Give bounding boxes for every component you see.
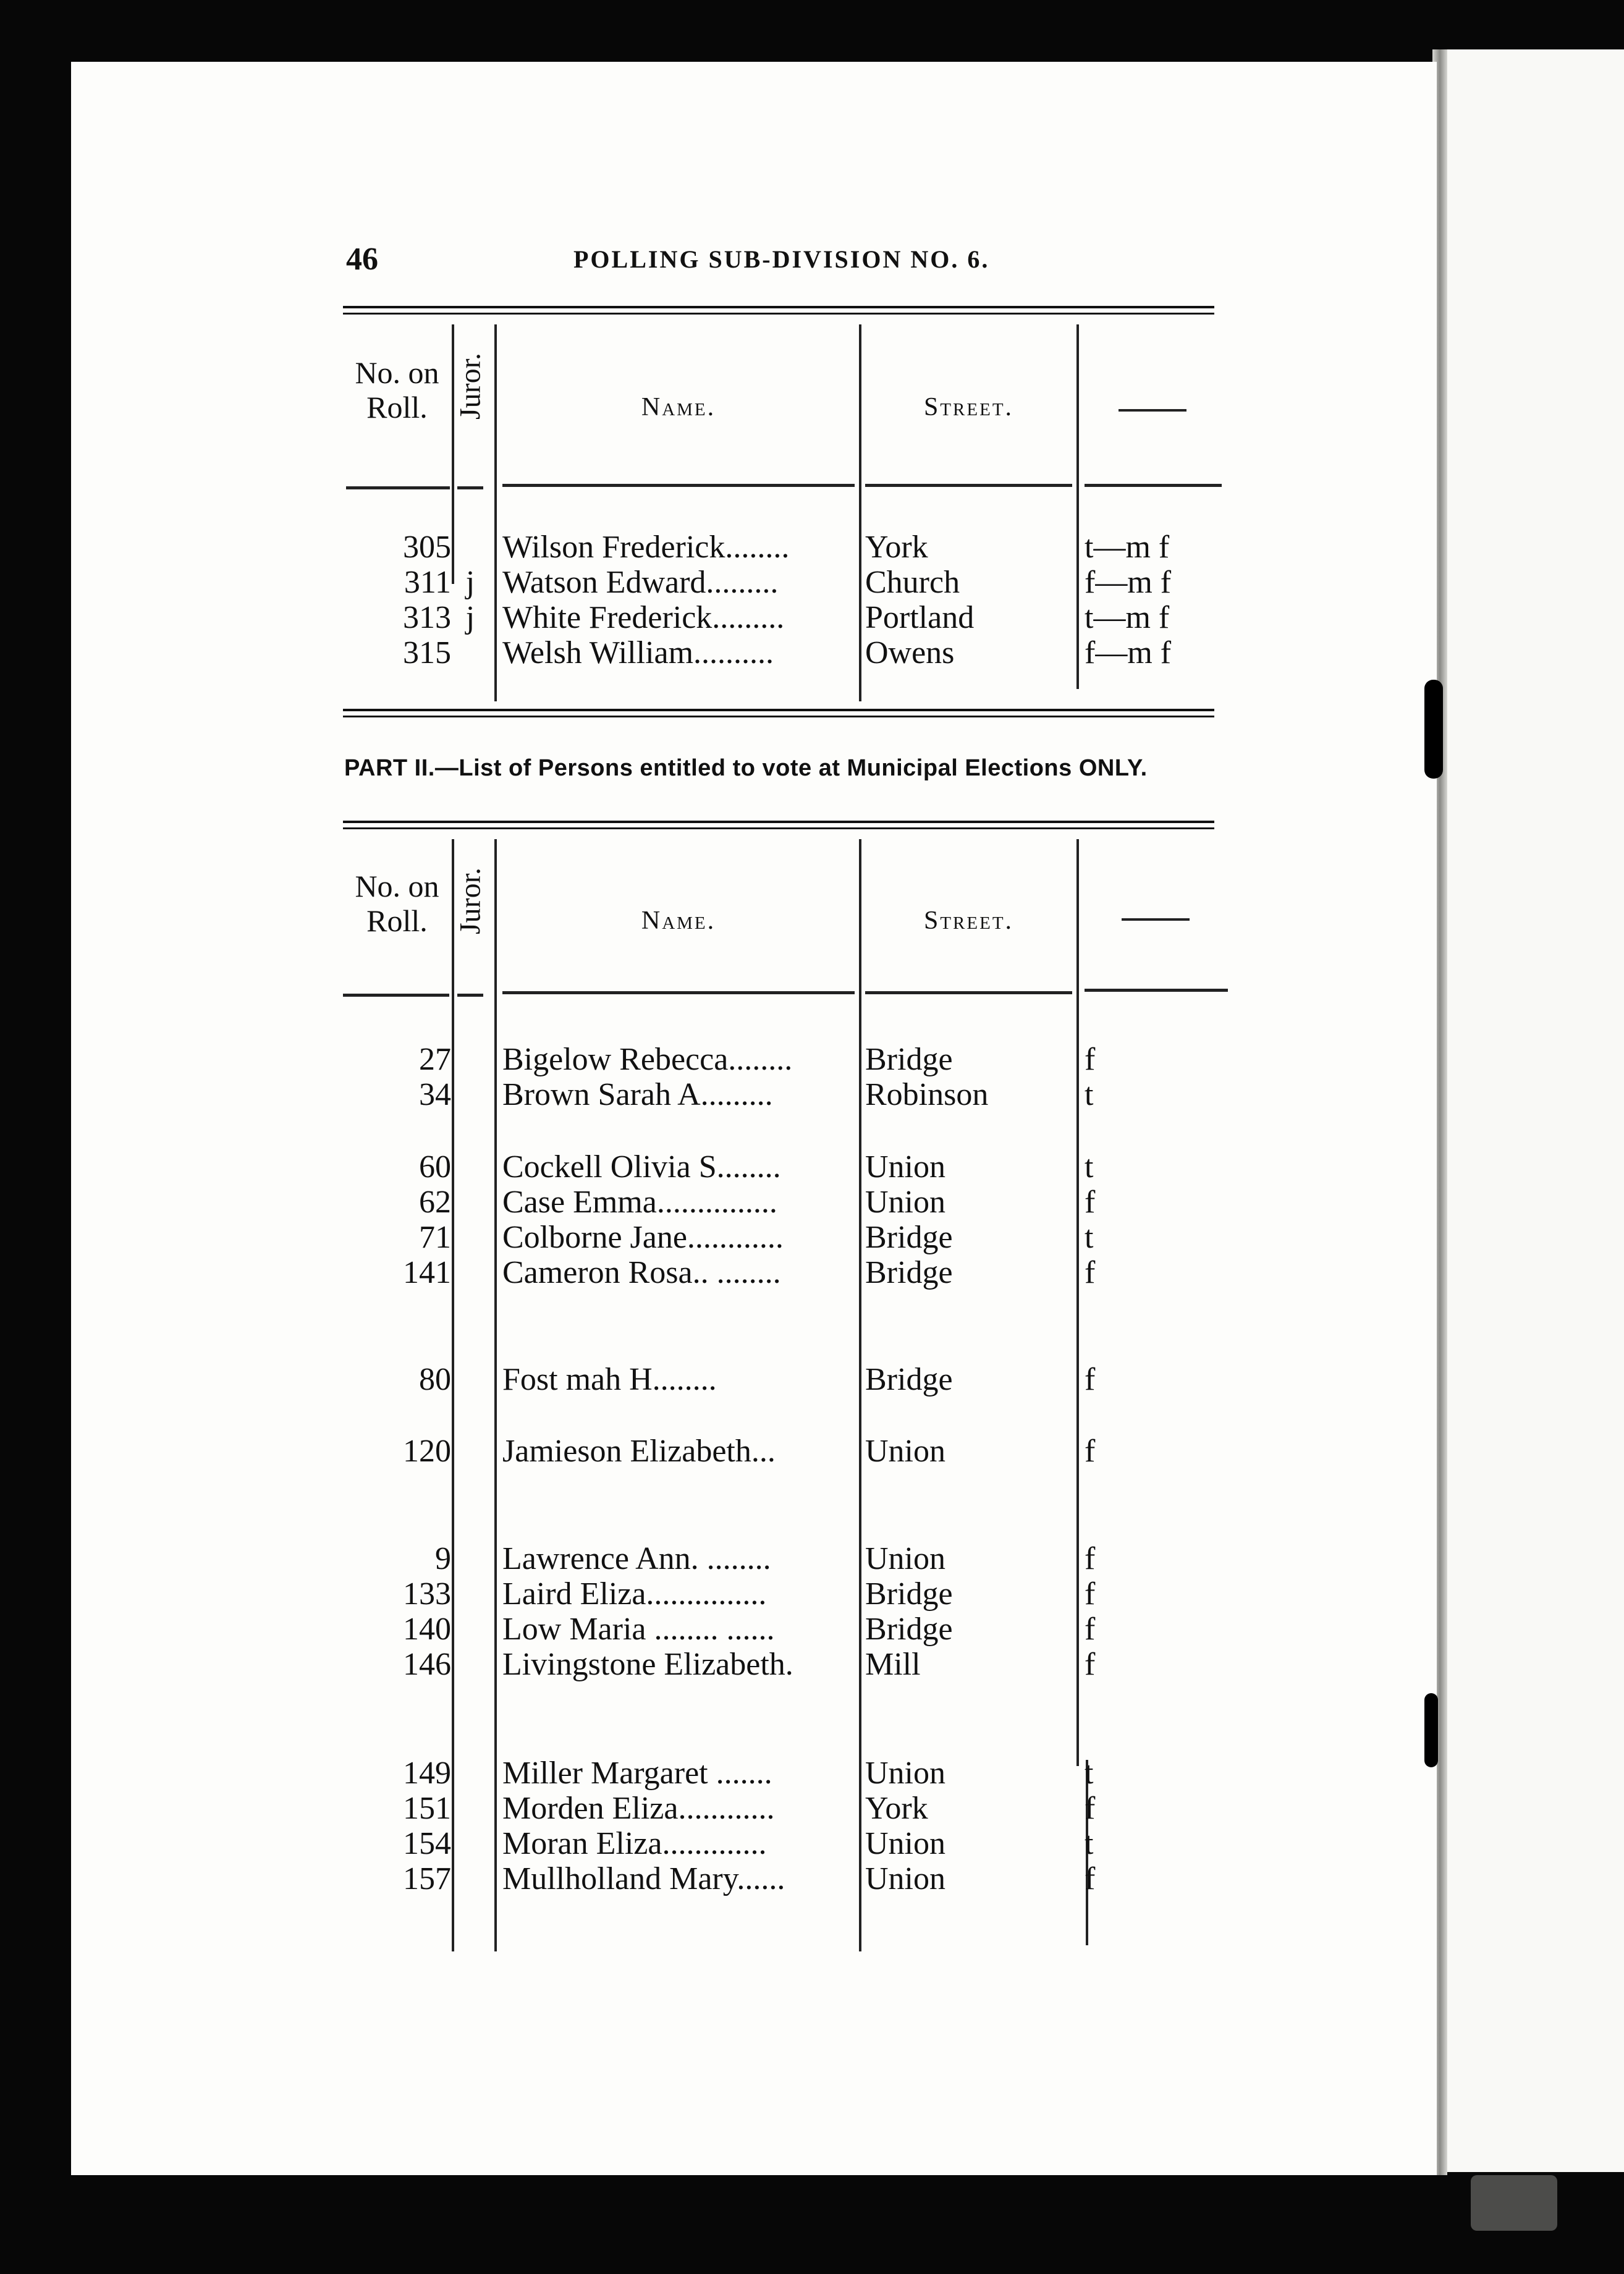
- qualification-mark: t—m f: [1085, 600, 1170, 635]
- roll-number: 60: [419, 1149, 451, 1185]
- table-row: [343, 1791, 1227, 1827]
- roll-number: 149: [403, 1756, 451, 1791]
- elector-name: Colborne Jane............: [502, 1220, 784, 1255]
- header-rule: [346, 486, 450, 489]
- table-row: [343, 1541, 1227, 1577]
- roll-number: 62: [419, 1185, 451, 1220]
- running-head: [346, 241, 1224, 278]
- table-row: [343, 635, 1227, 671]
- qualification-mark: f: [1085, 1612, 1096, 1647]
- elector-name: Cockell Olivia S........: [502, 1149, 781, 1185]
- header-rule: [1085, 484, 1222, 487]
- street-name: Bridge: [865, 1612, 953, 1647]
- header-rule: [865, 991, 1072, 994]
- qualification-mark: f: [1085, 1255, 1096, 1290]
- qualification-mark: f—m f: [1085, 565, 1172, 600]
- street-name: Union: [865, 1861, 945, 1896]
- street-name: Union: [865, 1826, 945, 1861]
- roll-number: 154: [403, 1826, 451, 1861]
- header-rule: [502, 484, 855, 487]
- qualification-mark: t—m f: [1085, 530, 1170, 565]
- street-name: York: [865, 530, 928, 565]
- elector-name: Lawrence Ann. ........: [502, 1541, 771, 1576]
- qualification-mark: t: [1085, 1756, 1094, 1791]
- header-rule: [502, 991, 855, 994]
- table-top-rule: [343, 306, 1214, 315]
- street-name: Bridge: [865, 1576, 953, 1612]
- street-name: Bridge: [865, 1255, 953, 1290]
- elector-name: Morden Eliza............: [502, 1791, 775, 1826]
- street-name: Portland: [865, 600, 975, 635]
- street-name: Bridge: [865, 1220, 953, 1255]
- column-header-roll: No. on Roll.: [355, 869, 439, 938]
- elector-name: Bigelow Rebecca........: [502, 1042, 793, 1077]
- elector-name: Moran Eliza.............: [502, 1826, 767, 1861]
- column-header-street: Street.: [923, 393, 1014, 421]
- table-row: [343, 530, 1227, 565]
- column-header-street: Street.: [923, 907, 1014, 935]
- column-header-name: Name.: [641, 393, 716, 421]
- header-rule: [1085, 989, 1228, 992]
- qualification-mark: t: [1085, 1826, 1094, 1861]
- table-row: [343, 565, 1227, 601]
- roll-number: 133: [403, 1576, 451, 1612]
- qualification-mark: f: [1085, 1647, 1096, 1682]
- scan-smudge: [1471, 2175, 1557, 2231]
- elector-name: White Frederick.........: [502, 600, 785, 635]
- roll-number: 141: [403, 1255, 451, 1290]
- elector-name: Livingstone Elizabeth.: [502, 1647, 793, 1682]
- roll-number: 140: [403, 1612, 451, 1647]
- roll-number: 27: [419, 1042, 451, 1077]
- roll-number: 80: [419, 1362, 451, 1397]
- qualification-mark: t: [1085, 1149, 1094, 1185]
- header-rule: [343, 994, 449, 997]
- roll-number: 311: [404, 565, 451, 600]
- qualification-mark: f: [1085, 1185, 1096, 1220]
- qualification-mark: f: [1085, 1042, 1096, 1077]
- elector-name: Cameron Rosa.. ........: [502, 1255, 781, 1290]
- roll-number: 146: [403, 1647, 451, 1682]
- table-top-rule: [343, 821, 1214, 829]
- elector-name: Watson Edward.........: [502, 565, 779, 600]
- electors-table-part2: [343, 821, 1227, 1933]
- roll-number: 313: [403, 600, 451, 635]
- street-name: Union: [865, 1185, 945, 1220]
- column-header-mark: [1122, 918, 1190, 921]
- roll-number: 305: [403, 530, 451, 565]
- roll-number: 9: [435, 1541, 451, 1576]
- elector-name: Fost mah H........: [502, 1362, 717, 1397]
- elector-name: Case Emma...............: [502, 1185, 777, 1220]
- street-name: Mill: [865, 1647, 921, 1682]
- column-header-juror: Juror.: [454, 353, 487, 420]
- column-header-juror: Juror.: [454, 868, 487, 934]
- table-row: [343, 1576, 1227, 1612]
- qualification-mark: t: [1085, 1220, 1094, 1255]
- table-row: [343, 1612, 1227, 1647]
- elector-name: Welsh William..........: [502, 635, 774, 670]
- page-title: POLLING SUB-DIVISION NO. 6.: [573, 245, 990, 273]
- column-header-roll: No. on Roll.: [355, 355, 439, 425]
- facing-page-edge: [1443, 49, 1624, 2172]
- table-row: [343, 1255, 1227, 1291]
- street-name: Church: [865, 565, 960, 600]
- juror-mark: j: [465, 600, 475, 635]
- street-name: Union: [865, 1541, 945, 1576]
- street-name: York: [865, 1791, 928, 1826]
- elector-name: Low Maria ........ ......: [502, 1612, 775, 1647]
- qualification-mark: f: [1085, 1362, 1096, 1397]
- header-rule: [457, 486, 483, 489]
- electors-table-part1: [343, 306, 1227, 701]
- street-name: Union: [865, 1434, 945, 1469]
- street-name: Union: [865, 1756, 945, 1791]
- ink-mark: [1424, 680, 1443, 779]
- page-number: 46: [346, 242, 378, 277]
- roll-number: 120: [403, 1434, 451, 1469]
- street-name: Bridge: [865, 1362, 953, 1397]
- qualification-mark: f: [1085, 1434, 1096, 1469]
- street-name: Owens: [865, 635, 955, 670]
- juror-mark: j: [465, 565, 475, 600]
- roll-number: 157: [403, 1861, 451, 1896]
- roll-number: 71: [419, 1220, 451, 1255]
- part-heading: PART II.—List of Persons entitled to vote at Municipal Elections ONLY.: [344, 755, 1148, 781]
- table-row: [343, 1362, 1227, 1398]
- elector-name: Miller Margaret .......: [502, 1756, 772, 1791]
- elector-name: Mullholland Mary......: [502, 1861, 785, 1896]
- header-rule: [865, 484, 1072, 487]
- qualification-mark: f: [1085, 1576, 1096, 1612]
- table-row: [343, 1077, 1227, 1113]
- table-row: [343, 600, 1227, 636]
- column-header-name: Name.: [641, 907, 716, 935]
- table-row: [343, 1647, 1227, 1683]
- elector-name: Brown Sarah A.........: [502, 1077, 773, 1112]
- table-row: [343, 1149, 1227, 1185]
- table-row: [343, 1185, 1227, 1220]
- roll-number: 34: [419, 1077, 451, 1112]
- elector-name: Wilson Frederick........: [502, 530, 790, 565]
- ink-mark: [1424, 1693, 1438, 1767]
- table-row: [343, 1220, 1227, 1256]
- table-row: [343, 1826, 1227, 1862]
- street-name: Robinson: [865, 1077, 989, 1112]
- qualification-mark: f: [1085, 1791, 1096, 1826]
- table-row: [343, 1861, 1227, 1897]
- table-bottom-rule: [343, 709, 1214, 717]
- qualification-mark: f: [1085, 1541, 1096, 1576]
- qualification-mark: t: [1085, 1077, 1094, 1112]
- street-name: Bridge: [865, 1042, 953, 1077]
- roll-number: 315: [403, 635, 451, 670]
- table-row: [343, 1434, 1227, 1469]
- column-header-mark: [1119, 409, 1186, 412]
- table-row: [343, 1042, 1227, 1078]
- qualification-mark: f: [1085, 1861, 1096, 1896]
- qualification-mark: f—m f: [1085, 635, 1172, 670]
- street-name: Union: [865, 1149, 945, 1185]
- elector-name: Laird Eliza...............: [502, 1576, 767, 1612]
- table-row: [343, 1756, 1227, 1791]
- elector-name: Jamieson Elizabeth...: [502, 1434, 776, 1469]
- header-rule: [457, 994, 483, 997]
- roll-number: 151: [403, 1791, 451, 1826]
